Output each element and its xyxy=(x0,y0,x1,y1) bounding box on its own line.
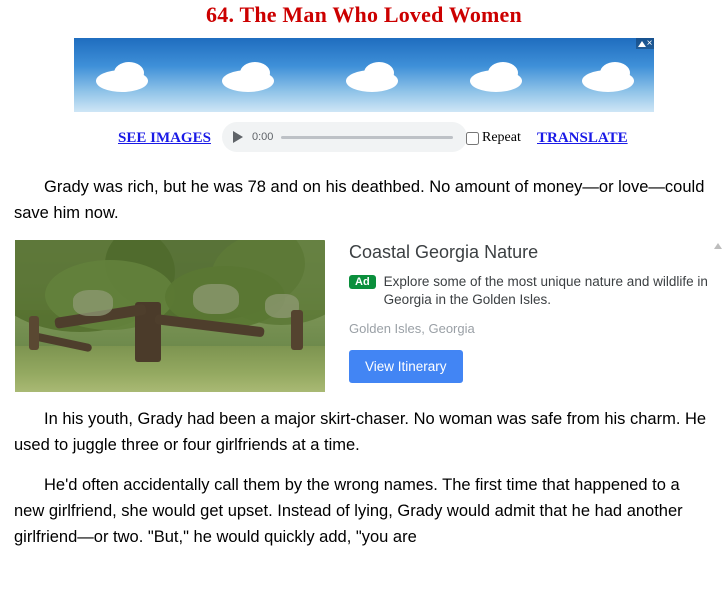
adchoices-triangle-icon xyxy=(714,243,722,249)
ad-description: Explore some of the most unique nature and wildlife in Georgia in the Golden Isles. xyxy=(383,274,708,307)
top-banner-ad[interactable] xyxy=(74,38,654,112)
controls-row xyxy=(0,122,728,156)
moss-patch xyxy=(73,290,113,316)
ad-image[interactable] xyxy=(15,240,325,392)
cloud-shape xyxy=(600,62,630,84)
repeat-label: Repeat xyxy=(482,130,521,145)
ad-badge: Ad xyxy=(349,275,376,289)
close-icon[interactable]: × xyxy=(646,38,652,49)
cloud-shape xyxy=(364,62,394,84)
repeat-checkbox[interactable] xyxy=(466,132,479,145)
adchoices-icon[interactable] xyxy=(636,38,654,49)
cloud-shape xyxy=(240,62,270,84)
story-paragraph: He'd often accidentally call them by the wrong names. The first time that happened to a new girlfriend, she would get upset. Instead of lying, Grady would admit that he had another girlfriend—or two. "But," he would quickly add, "you are xyxy=(14,476,683,546)
translate-link[interactable]: TRANSLATE xyxy=(537,130,628,146)
background-trunk xyxy=(29,316,39,350)
ad-location: Golden Isles, Georgia xyxy=(349,321,475,336)
cloud-shape xyxy=(488,62,518,84)
ad-adchoices-icon[interactable] xyxy=(714,240,723,250)
cloud-shape xyxy=(114,62,144,84)
story-paragraph: Grady was rich, but he was 78 and on his deathbed. No amount of money—or love—could save him now. xyxy=(14,178,705,222)
ground-layer xyxy=(15,346,325,392)
ad-text-block xyxy=(325,240,723,383)
play-icon[interactable] xyxy=(228,128,246,146)
repeat-checkbox-group[interactable] xyxy=(466,130,521,146)
adchoices-triangle-icon xyxy=(638,41,646,47)
story-paragraph: In his youth, Grady had been a major skirt-chaser. No woman was safe from his charm. He used to juggle three or four girlfriends at a time. xyxy=(14,410,707,454)
ad-headline[interactable]: Coastal Georgia Nature xyxy=(349,242,539,262)
audio-progress-slider[interactable] xyxy=(281,136,453,139)
see-images-link[interactable]: SEE IMAGES xyxy=(118,130,211,146)
story-body-bottom xyxy=(0,406,728,550)
audio-player[interactable] xyxy=(222,122,467,152)
page-title: 64. The Man Who Loved Women xyxy=(206,2,522,27)
audio-current-time: 0:00 xyxy=(252,131,274,143)
inline-display-ad[interactable] xyxy=(5,240,723,396)
view-itinerary-button[interactable]: View Itinerary xyxy=(349,350,463,383)
story-body-top xyxy=(0,174,728,226)
moss-patch xyxy=(193,284,239,314)
background-trunk xyxy=(291,310,303,350)
